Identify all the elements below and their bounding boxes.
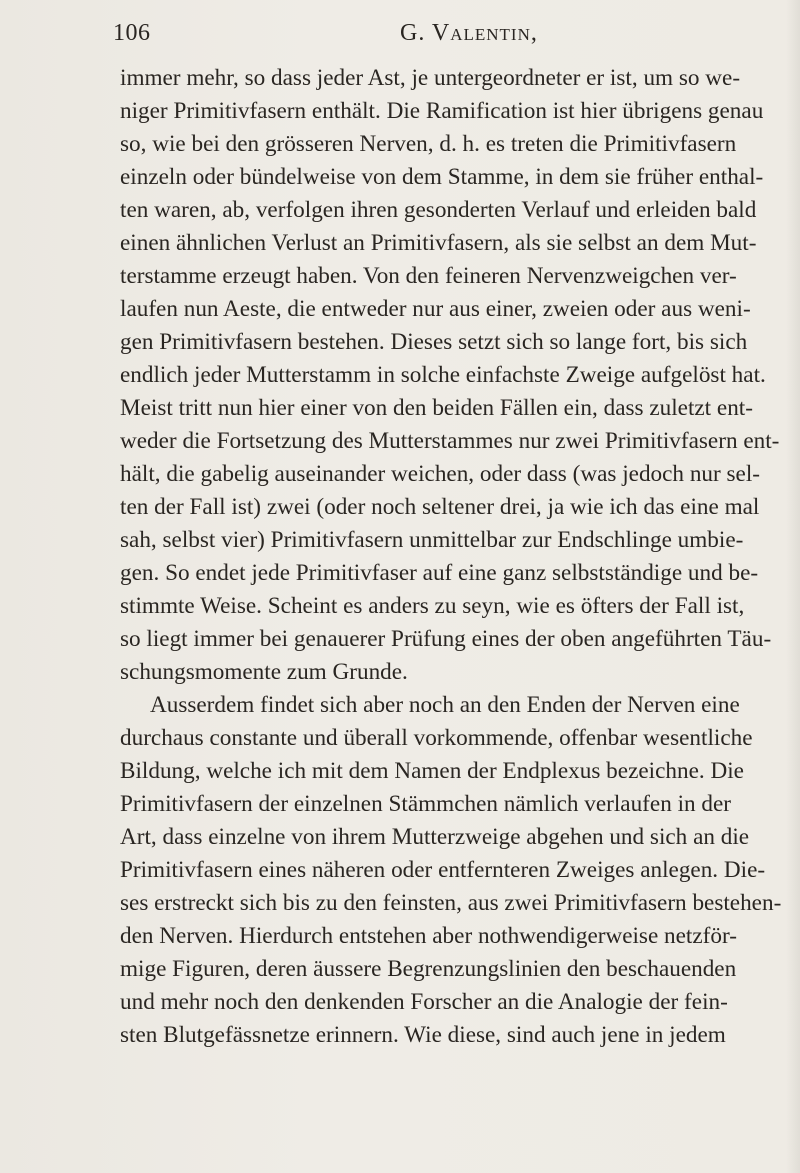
page-header [113,20,713,50]
text-line: ses erstreckt sich bis zu den feinsten, aus zwei Primitivfasern bestehen- [120,890,782,916]
text-line: niger Primitivfasern enthält. Die Ramification ist hier übrigens genau [120,98,764,124]
text-line: terstamme erzeugt haben. Von den feineren Nervenzweigchen ver- [120,263,737,289]
text-line: und mehr noch den denkenden Forscher an die Analogie der fein- [120,989,728,1015]
text-line: so liegt immer bei genauerer Prüfung eines der oben angeführten Täu- [120,626,772,652]
text-line: einen ähnlichen Verlust an Primitivfasern, als sie selbst an dem Mut- [120,230,757,256]
text-line: Bildung, welche ich mit dem Namen der Endplexus bezeichne. Die [120,758,744,784]
text-line: einzeln oder bündelweise von dem Stamme, in dem sie früher enthal- [120,164,764,190]
text-line: den Nerven. Hierdurch entstehen aber nothwendigerweise netzför- [120,923,737,949]
text-line: gen Primitivfasern bestehen. Dieses setzt sich so lange fort, bis sich [120,329,748,355]
text-line: endlich jeder Mutterstamm in solche einfachste Zweige aufgelöst hat. [120,362,766,388]
text-line: weder die Fortsetzung des Mutterstammes nur zwei Primitivfasern ent- [120,428,780,454]
page-number: 106 [113,20,151,46]
text-line: immer mehr, so dass jeder Ast, je untergeordneter er ist, um so we- [120,65,741,91]
text-line: laufen nun Aeste, die entweder nur aus einer, zweien oder aus weni- [120,296,751,322]
text-line: so, wie bei den grösseren Nerven, d. h. es treten die Primitivfasern [120,131,737,157]
text-line: Art, dass einzelne von ihrem Mutterzweige abgehen und sich an die [120,824,750,850]
text-line: sten Blutgefässnetze erinnern. Wie diese, sind auch jene in jedem [120,1022,726,1048]
body-text [120,62,782,1052]
text-line: gen. So endet jede Primitivfaser auf eine ganz selbstständige und be- [120,560,759,586]
text-line: durchaus constante und überall vorkommende, offenbar wesentliche [120,725,753,751]
text-line: Meist tritt nun hier einer von den beiden Fällen ein, dass zuletzt ent- [120,395,753,421]
text-line: Primitivfasern der einzelnen Stämmchen nämlich verlaufen in der [120,791,732,817]
text-line: hält, die gabelig auseinander weichen, oder dass (was jedoch nur sel- [120,461,760,487]
text-line: sah, selbst vier) Primitivfasern unmittelbar zur Endschlinge umbie- [120,527,744,553]
text-line: mige Figuren, deren äussere Begrenzungslinien den beschauenden [120,956,737,982]
running-head: G. Valentin, [400,20,538,46]
text-line: Primitivfasern eines näheren oder entfernteren Zweiges anlegen. Die- [120,857,766,883]
text-line: ten der Fall ist) zwei (oder noch seltener drei, ja wie ich das eine mal [120,494,760,520]
text-line: ten waren, ab, verfolgen ihren gesonderten Verlauf und erleiden bald [120,197,757,223]
page-edge-shadow [786,0,800,1173]
paragraph-start-line: Ausserdem findet sich aber noch an den Enden der Nerven eine [150,692,740,718]
text-line: schungsmomente zum Grunde. [120,659,408,685]
text-line: stimmte Weise. Scheint es anders zu seyn, wie es öfters der Fall ist, [120,593,745,619]
